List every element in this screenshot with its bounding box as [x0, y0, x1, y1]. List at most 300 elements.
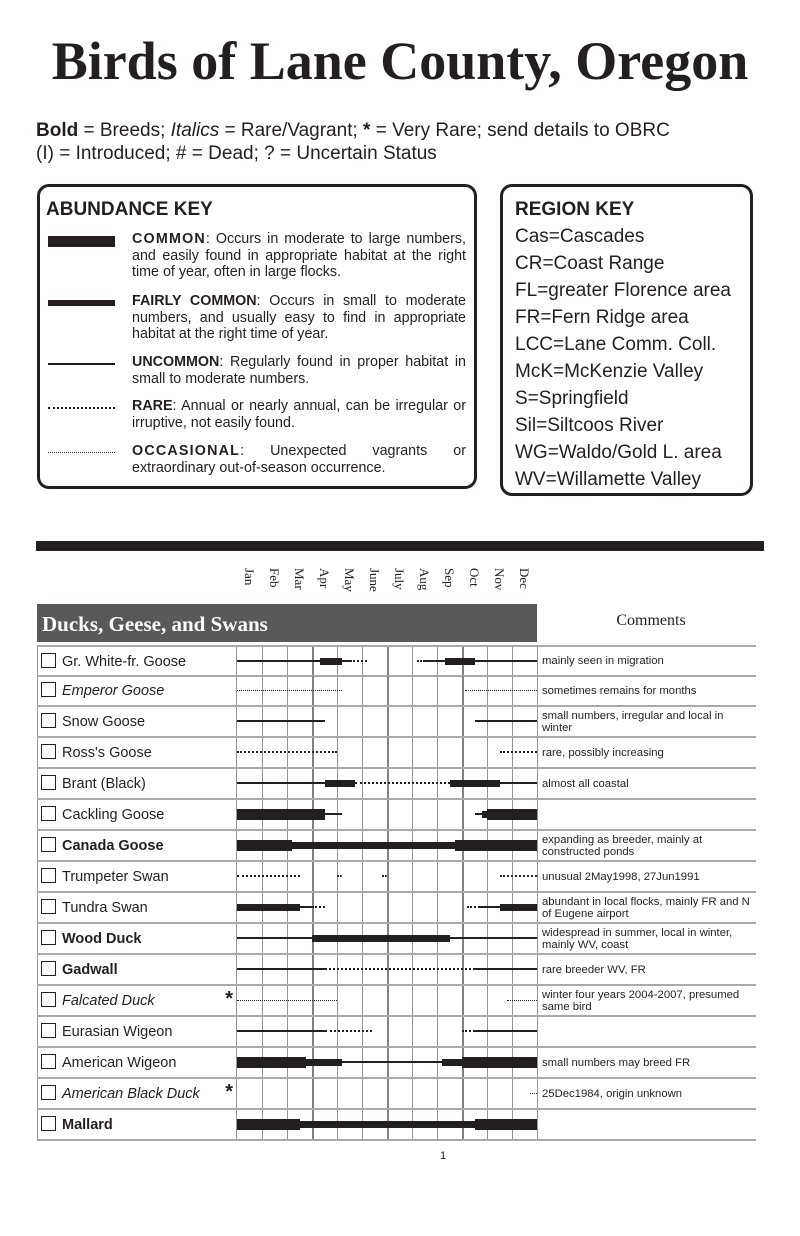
uncommon-abundance-bar — [237, 782, 325, 785]
month-gridline — [512, 1079, 513, 1108]
abundance-key-description — [132, 354, 466, 387]
species-name: Cackling Goose — [62, 807, 165, 823]
species-name-cell — [37, 1017, 237, 1046]
abundance-bar-cell — [237, 707, 537, 736]
species-checkbox[interactable] — [41, 653, 56, 668]
month-gridline — [412, 986, 413, 1015]
month-gridline — [462, 738, 464, 767]
abundance-term: COMMON — [132, 231, 206, 247]
month-gridline — [362, 862, 363, 891]
species-checkbox[interactable] — [41, 806, 56, 821]
species-name: Snow Goose — [62, 714, 146, 730]
species-row — [37, 769, 756, 800]
species-checkbox[interactable] — [41, 868, 56, 883]
region-key-item: FL=greater Florence area — [515, 280, 731, 301]
month-gridline — [387, 800, 389, 829]
region-key-item: CR=Coast Range — [515, 253, 665, 274]
species-row — [37, 800, 756, 831]
comment-cell — [537, 862, 756, 891]
month-label-text: Oct — [467, 568, 482, 587]
month-gridline — [412, 893, 413, 922]
month-label — [287, 568, 312, 600]
fairly-abundance-bar — [300, 1121, 475, 1128]
species-row — [37, 862, 756, 893]
species-name-cell — [37, 738, 237, 767]
rare-abundance-bar — [237, 751, 337, 753]
species-name: American Black Duck — [62, 1086, 200, 1102]
species-row — [37, 893, 756, 924]
month-label — [487, 568, 512, 600]
fairly-abundance-bar — [450, 780, 500, 787]
species-name-cell — [37, 647, 237, 675]
region-key-item: Sil=Siltcoos River — [515, 415, 664, 436]
occ-abundance-bar — [237, 1000, 337, 1001]
common-abundance-bar — [237, 840, 292, 851]
section-title: Ducks, Geese, and Swans — [42, 612, 268, 636]
occ-abundance-bar — [530, 1093, 538, 1094]
month-gridline — [362, 893, 363, 922]
uncommon-line-sample — [48, 363, 115, 365]
species-name-cell — [37, 955, 237, 984]
species-name-cell — [37, 862, 237, 891]
fairly-abundance-bar — [445, 658, 475, 665]
month-label — [437, 568, 462, 600]
month-gridline — [312, 862, 314, 891]
species-checkbox[interactable] — [41, 992, 56, 1007]
page-number: 1 — [440, 1150, 447, 1162]
abundance-key-description — [132, 443, 466, 476]
common-abundance-bar — [487, 809, 537, 820]
species-comment: almost all coastal — [542, 777, 629, 790]
month-label — [312, 568, 337, 600]
month-gridline — [387, 1017, 389, 1046]
species-comment: sometimes remains for months — [542, 684, 697, 697]
abundance-term: RARE — [132, 398, 173, 414]
species-name-cell — [37, 831, 237, 860]
species-name-cell — [37, 676, 237, 705]
month-gridline — [487, 738, 488, 767]
month-gridline — [337, 707, 338, 736]
species-name: Tundra Swan — [62, 900, 148, 916]
rare-line-sample — [48, 407, 115, 409]
species-comment: expanding as breeder, mainly at constructed ponds — [542, 833, 703, 858]
rare-abundance-bar — [237, 875, 300, 877]
uncommon-abundance-bar — [475, 968, 538, 971]
month-label — [387, 568, 412, 600]
species-row — [37, 707, 756, 738]
month-gridline — [412, 707, 413, 736]
species-row — [37, 1017, 756, 1048]
species-row — [37, 1048, 756, 1079]
month-gridline — [287, 676, 288, 705]
month-gridline — [387, 893, 389, 922]
month-gridline — [512, 986, 513, 1015]
region-key-item: S=Springfield — [515, 388, 629, 409]
legend-fragment: = Rare/Vagrant; — [219, 120, 364, 141]
uncommon-abundance-bar — [237, 1030, 325, 1033]
species-row — [37, 1079, 756, 1110]
month-gridline — [387, 986, 389, 1015]
region-key-title: REGION KEY — [515, 199, 635, 220]
occ-abundance-bar — [237, 690, 342, 691]
month-gridline — [412, 800, 413, 829]
uncommon-abundance-bar — [342, 660, 350, 663]
comment-cell — [537, 769, 756, 798]
comment-cell — [537, 893, 756, 922]
abundance-desc: : Unexpected vagrants or extraordinary out-of-season occurrence. — [132, 443, 466, 476]
month-gridline — [487, 676, 488, 705]
abundance-key-description — [132, 231, 466, 281]
month-gridline — [387, 647, 389, 675]
region-key-item: LCC=Lane Comm. Coll. — [515, 334, 717, 355]
month-gridline — [437, 986, 438, 1015]
month-gridline — [262, 1079, 263, 1108]
month-gridline — [312, 1079, 314, 1108]
month-gridline — [412, 676, 413, 705]
region-key-item: McK=McKenzie Valley — [515, 361, 704, 382]
abundance-bar-cell — [237, 986, 537, 1015]
species-row — [37, 955, 756, 986]
month-gridline — [362, 707, 363, 736]
common-abundance-bar — [475, 1119, 538, 1130]
species-row — [37, 924, 756, 955]
species-checkbox[interactable] — [41, 744, 56, 759]
section-divider-bar — [36, 541, 764, 551]
comment-cell — [537, 955, 756, 984]
species-name: American Wigeon — [62, 1055, 177, 1071]
month-gridline — [487, 986, 488, 1015]
month-gridline — [462, 893, 464, 922]
abundance-desc: : Occurs in small to moderate numbers, and usually easy to find in appropriate habitat at the right time of year. — [132, 293, 466, 342]
fairly-abundance-bar — [320, 658, 343, 665]
species-name-cell — [37, 893, 237, 922]
species-name: Eurasian Wigeon — [62, 1024, 173, 1040]
species-name-cell — [37, 924, 237, 953]
comment-cell — [537, 924, 756, 953]
region-key-item: WG=Waldo/Gold L. area — [515, 442, 722, 463]
month-gridline — [262, 986, 263, 1015]
region-key-item: WV=Willamette Valley — [515, 469, 702, 490]
month-gridline — [387, 1079, 389, 1108]
abundance-bar-cell — [237, 1017, 537, 1046]
species-name: Wood Duck — [62, 931, 142, 947]
abundance-bar-cell — [237, 647, 537, 675]
species-checkbox[interactable] — [41, 961, 56, 976]
comment-cell — [537, 1110, 756, 1139]
month-gridline — [462, 707, 464, 736]
species-checkbox[interactable] — [41, 1054, 56, 1069]
rare-abundance-bar — [355, 782, 450, 784]
legend-line-1 — [36, 119, 670, 143]
uncommon-abundance-bar — [300, 906, 313, 909]
species-name-cell — [37, 707, 237, 736]
month-gridline — [512, 676, 513, 705]
species-name: Emperor Goose — [62, 683, 165, 699]
rare-abundance-bar — [325, 1030, 373, 1032]
abundance-bar-cell — [237, 924, 537, 953]
month-label-text: Apr — [317, 568, 332, 589]
very-rare-star-icon: * — [225, 1081, 233, 1103]
month-label-text: Aug — [417, 568, 432, 591]
species-name: Mallard — [62, 1117, 113, 1133]
uncommon-abundance-bar — [450, 937, 538, 940]
species-row — [37, 831, 756, 862]
abundance-bar-cell — [237, 769, 537, 798]
abundance-desc: : Regularly found in proper habitat in small to moderate numbers. — [132, 354, 466, 387]
comment-cell — [537, 707, 756, 736]
month-label — [512, 568, 537, 600]
species-name-cell — [37, 1048, 237, 1077]
legend-fragment: * — [363, 120, 371, 141]
month-gridline — [462, 1079, 464, 1108]
month-gridline — [437, 676, 438, 705]
month-label-text: Sep — [442, 568, 457, 588]
uncommon-abundance-bar — [500, 782, 538, 785]
species-checkbox[interactable] — [41, 1116, 56, 1131]
occ-abundance-bar — [507, 1000, 537, 1001]
common-abundance-bar — [237, 1057, 306, 1068]
common-abundance-bar — [237, 1119, 300, 1130]
comment-cell — [537, 738, 756, 767]
abundance-key-box — [37, 184, 477, 489]
month-label — [337, 568, 362, 600]
comment-cell — [537, 1048, 756, 1077]
month-label-text: Feb — [267, 568, 282, 588]
abundance-key-description — [132, 293, 466, 343]
month-gridline — [412, 738, 413, 767]
month-gridline — [387, 676, 389, 705]
month-gridline — [412, 647, 413, 675]
fairly-abundance-bar — [500, 904, 538, 911]
uncommon-abundance-bar — [425, 660, 445, 663]
species-comment: small numbers, irregular and local in winter — [542, 709, 724, 734]
abundance-key-description — [132, 398, 466, 431]
rare-abundance-bar — [382, 875, 387, 877]
uncommon-abundance-bar — [325, 813, 343, 816]
species-row — [37, 986, 756, 1017]
species-row — [37, 645, 756, 677]
month-gridline — [437, 707, 438, 736]
species-name: Brant (Black) — [62, 776, 146, 792]
rare-abundance-bar — [467, 906, 480, 908]
species-name-cell — [37, 800, 237, 829]
month-gridline — [462, 862, 464, 891]
uncommon-abundance-bar — [475, 660, 538, 663]
comment-cell — [537, 647, 756, 675]
month-label-text: May — [342, 568, 357, 592]
comment-cell — [537, 1079, 756, 1108]
month-gridline — [387, 862, 389, 891]
occ-line-sample — [48, 452, 115, 453]
species-name: Canada Goose — [62, 838, 164, 854]
comment-cell — [537, 676, 756, 705]
month-gridline — [437, 738, 438, 767]
fairly-abundance-bar — [312, 935, 450, 942]
abundance-bar-cell — [237, 893, 537, 922]
species-comment: rare breeder WV, FR — [542, 963, 646, 976]
species-checkbox[interactable] — [41, 713, 56, 728]
month-label — [237, 568, 262, 600]
abundance-bar-cell — [237, 831, 537, 860]
region-key-box — [500, 184, 753, 496]
rare-abundance-bar — [500, 875, 538, 877]
rare-abundance-bar — [417, 660, 425, 662]
abundance-bar-cell — [237, 1110, 537, 1139]
month-gridline — [437, 893, 438, 922]
month-gridline — [337, 986, 338, 1015]
uncommon-abundance-bar — [342, 1061, 442, 1064]
abundance-desc: : Occurs in moderate to large numbers, and easily found in appropriate habitat at the right time of year, often in large flocks. — [132, 231, 466, 280]
species-row — [37, 1110, 756, 1141]
uncommon-abundance-bar — [475, 720, 538, 723]
month-gridline — [362, 1079, 363, 1108]
section-header — [37, 604, 537, 642]
species-name-cell — [37, 1079, 237, 1108]
legend-fragment: = Breeds; — [78, 120, 171, 141]
species-comment: unusual 2May1998, 27Jun1991 — [542, 870, 700, 883]
month-gridline — [437, 800, 438, 829]
month-gridline — [337, 1079, 338, 1108]
uncommon-abundance-bar — [237, 720, 325, 723]
abundance-bar-cell — [237, 1048, 537, 1077]
month-label — [462, 568, 487, 600]
abundance-term: FAIRLY COMMON — [132, 293, 257, 309]
fairly-line-sample — [48, 300, 115, 306]
rare-abundance-bar — [350, 660, 368, 662]
occ-abundance-bar — [465, 690, 538, 691]
abundance-term: UNCOMMON — [132, 354, 220, 370]
rare-abundance-bar — [462, 1030, 475, 1032]
fairly-abundance-bar — [306, 1059, 342, 1066]
species-name: Falcated Duck — [62, 993, 155, 1009]
month-gridline — [437, 1079, 438, 1108]
abundance-key-title: ABUNDANCE KEY — [46, 199, 213, 220]
comment-cell — [537, 1017, 756, 1046]
species-comment: abundant in local flocks, mainly FR and N of Eugene airport — [542, 895, 750, 920]
month-gridline — [462, 800, 464, 829]
month-label — [262, 568, 287, 600]
species-name-cell — [37, 769, 237, 798]
fairly-abundance-bar — [442, 1059, 462, 1066]
month-gridline — [312, 676, 314, 705]
species-comment: mainly seen in migration — [542, 655, 664, 667]
uncommon-abundance-bar — [480, 906, 500, 909]
region-key-item: Cas=Cascades — [515, 226, 645, 247]
abundance-bar-cell — [237, 676, 537, 705]
species-name-cell — [37, 986, 237, 1015]
abundance-bar-cell — [237, 738, 537, 767]
species-comment: rare, possibly increasing — [542, 746, 664, 759]
month-label-text: Nov — [492, 568, 507, 591]
comment-cell — [537, 986, 756, 1015]
fairly-abundance-bar — [237, 904, 300, 911]
month-gridline — [412, 1017, 413, 1046]
month-gridline — [337, 893, 338, 922]
species-checkbox[interactable] — [41, 775, 56, 790]
uncommon-abundance-bar — [237, 660, 320, 663]
abundance-bar-cell — [237, 800, 537, 829]
species-name: Ross's Goose — [62, 745, 152, 761]
species-row — [37, 738, 756, 769]
month-label — [412, 568, 437, 600]
species-checkbox[interactable] — [41, 899, 56, 914]
month-gridline — [387, 707, 389, 736]
month-gridline — [362, 986, 363, 1015]
species-comment: winter four years 2004-2007, presumed same bird — [542, 988, 740, 1013]
species-checkbox[interactable] — [41, 930, 56, 945]
month-gridline — [262, 676, 263, 705]
comment-cell — [537, 800, 756, 829]
abundance-bar-cell — [237, 862, 537, 891]
month-gridline — [337, 676, 338, 705]
month-label-text: July — [392, 568, 407, 590]
uncommon-abundance-bar — [237, 937, 312, 940]
month-gridline — [437, 862, 438, 891]
uncommon-abundance-bar — [475, 813, 483, 816]
month-gridline — [287, 986, 288, 1015]
species-name: Gadwall — [62, 962, 118, 978]
month-gridline — [437, 1017, 438, 1046]
month-gridline — [362, 676, 363, 705]
comments-header: Comments — [616, 612, 686, 629]
species-comment: widespread in summer, local in winter, mainly WV, coast — [542, 926, 733, 951]
rare-abundance-bar — [312, 906, 325, 908]
month-gridline — [487, 862, 488, 891]
month-label-text: Dec — [517, 568, 532, 589]
month-gridline — [487, 1079, 488, 1108]
month-label-text: Jan — [242, 568, 257, 586]
fairly-abundance-bar — [325, 780, 355, 787]
abundance-desc: : Annual or nearly annual, can be irregular or irruptive, not easily found. — [132, 398, 466, 431]
rare-abundance-bar — [500, 751, 538, 753]
legend-line-2: (I) = Introduced; # = Dead; ? = Uncertain Status — [36, 143, 437, 164]
month-gridline — [412, 862, 413, 891]
month-label-text: June — [367, 568, 382, 592]
legend-fragment: Bold — [36, 120, 79, 141]
rare-abundance-bar — [337, 875, 342, 877]
month-gridline — [312, 986, 314, 1015]
abundance-bar-cell — [237, 1079, 537, 1108]
page-title: Birds of Lane County, Oregon — [51, 31, 749, 91]
common-line-sample — [48, 236, 115, 247]
legend-fragment: Italics — [170, 120, 220, 141]
month-gridline — [287, 1079, 288, 1108]
month-gridline — [362, 738, 363, 767]
month-gridline — [462, 986, 464, 1015]
common-abundance-bar — [455, 840, 538, 851]
uncommon-abundance-bar — [237, 968, 325, 971]
legend-fragment: = Very Rare; send details to OBRC — [370, 120, 670, 141]
species-comment: small numbers may breed FR — [542, 1056, 691, 1069]
common-abundance-bar — [462, 1057, 537, 1068]
month-label-text: Mar — [292, 568, 307, 590]
month-gridline — [387, 738, 389, 767]
abundance-term: OCCASIONAL — [132, 443, 241, 459]
species-name: Trumpeter Swan — [62, 869, 169, 885]
species-checkbox[interactable] — [41, 837, 56, 852]
species-checkbox[interactable] — [41, 1023, 56, 1038]
comment-cell — [537, 831, 756, 860]
rare-abundance-bar — [325, 968, 475, 970]
species-checkbox[interactable] — [41, 1085, 56, 1100]
species-row — [37, 676, 756, 707]
very-rare-star-icon: * — [225, 988, 233, 1010]
month-gridline — [462, 676, 464, 705]
species-checkbox[interactable] — [41, 682, 56, 697]
region-key-item: FR=Fern Ridge area — [515, 307, 689, 328]
species-name: Gr. White-fr. Goose — [62, 654, 187, 670]
uncommon-abundance-bar — [475, 1030, 538, 1033]
